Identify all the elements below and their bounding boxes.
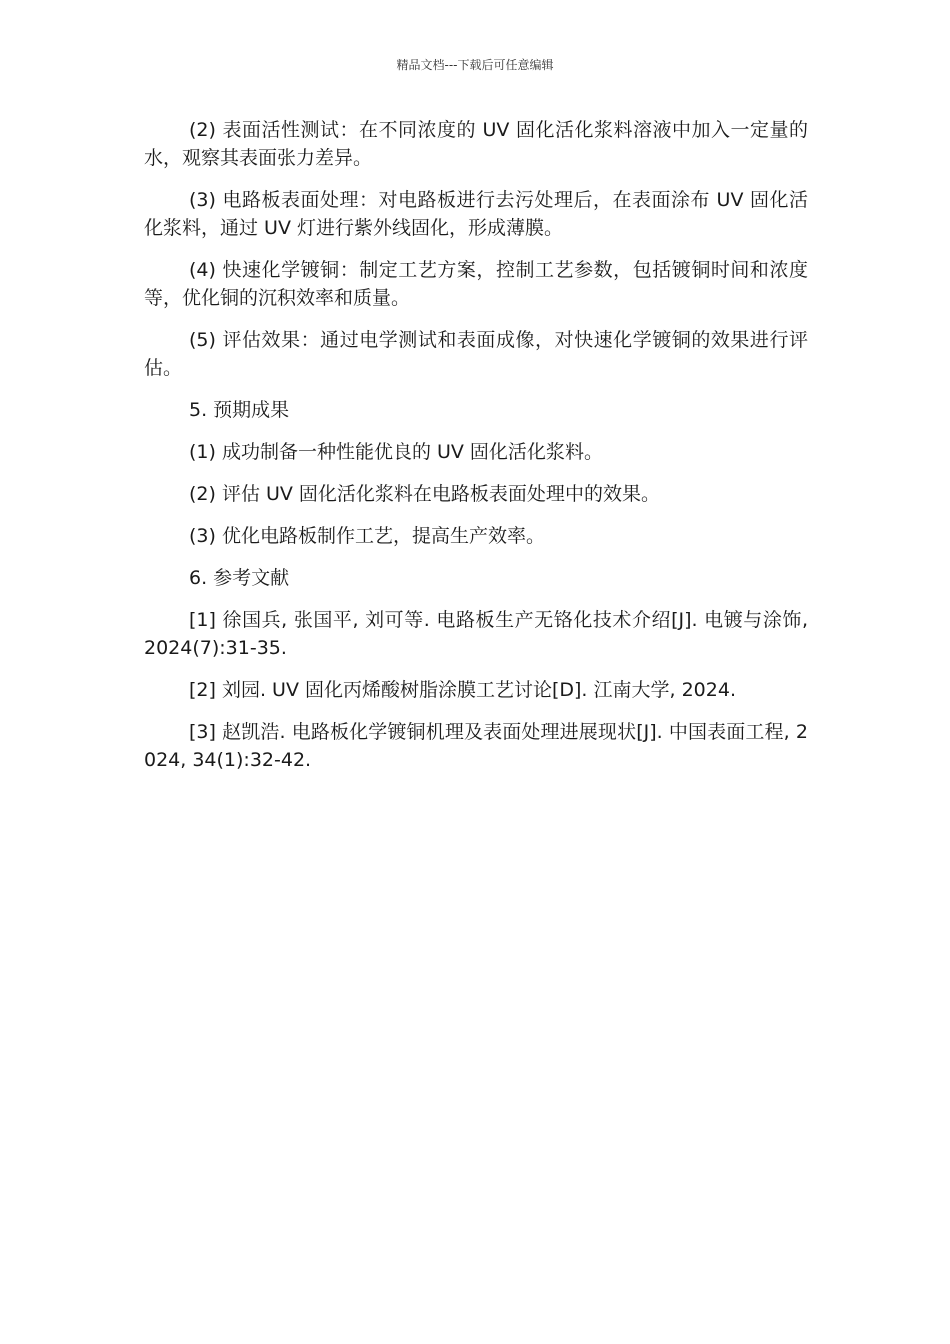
reference-item-2: [2] 刘园. UV 固化丙烯酸树脂涂膜工艺讨论[D]. 江南大学, 2024. [189,679,736,701]
reference-item-1: [1] 徐国兵, 张国平, 刘可等. 电路板生产无铬化技术介绍[J]. 电镀与涂饰, 2024(7):31-35. [144,609,808,659]
page-header: 精品文档---下载后可任意编辑 [396,58,554,72]
list-item-expected-result-2: (2) 评估 UV 固化活化浆料在电路板表面处理中的效果。 [189,483,660,505]
document-body [144,116,808,774]
section-heading-expected-results: 5. 预期成果 [189,399,290,421]
paragraph-fast-copper-plating: (4) 快速化学镀铜：制定工艺方案，控制工艺参数，包括镀铜时间和浓度等，优化铜的沉积效率和质量。 [144,259,808,309]
paragraph-surface-activity-test: (2) 表面活性测试：在不同浓度的 UV 固化活化浆料溶液中加入一定量的水，观察其表面张力差异。 [144,119,808,169]
paragraph-evaluate-effect: (5) 评估效果：通过电学测试和表面成像，对快速化学镀铜的效果进行评估。 [144,329,808,379]
paragraph-board-surface-treatment: (3) 电路板表面处理：对电路板进行去污处理后，在表面涂布 UV 固化活化浆料，通过 UV 灯进行紫外线固化，形成薄膜。 [144,189,808,239]
reference-item-3: [3] 赵凯浩. 电路板化学镀铜机理及表面处理进展现状[J]. 中国表面工程, 2024, 34(1):32-42. [144,721,808,771]
list-item-expected-result-1: (1) 成功制备一种性能优良的 UV 固化活化浆料。 [189,441,603,463]
section-heading-references: 6. 参考文献 [189,567,290,589]
list-item-expected-result-3: (3) 优化电路板制作工艺，提高生产效率。 [189,525,545,547]
